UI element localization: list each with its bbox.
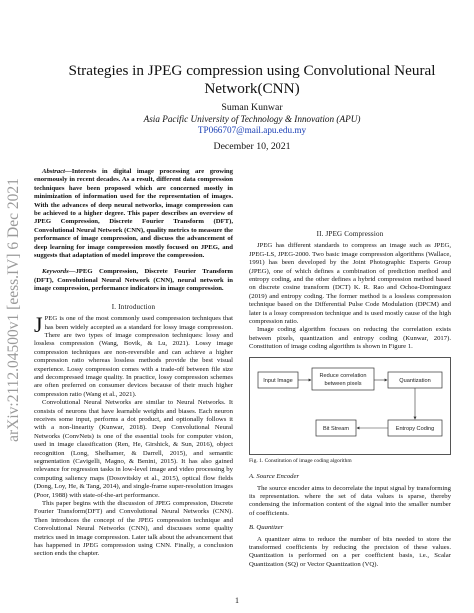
section-heading-introduction: I. Introduction [111,302,156,311]
intro-paragraph-3: This paper begins with the discussion of JPEG compression, Discrete Fourier Transform(DFT) and Convolutional Neural Networks (CNN). Then introduces the concept of the JPEG compression technique and Convolutional Neural Networks (CNN), and discusses some quality metrics used in image compression. Later talk about the advancement that has happened in JPEG compression using CNN. Finally, a conclusion section ends the chapter. [34,500,233,558]
abstract [34,168,233,260]
intro-paragraph-1 [34,312,233,399]
figure-1-caption: Fig. 1. Constitution of image coding algorithm [249,457,352,464]
abstract-lead: Abstract [42,168,66,175]
abstract-text: —Interests in digital image processing are growing enormously in recent decades. As a result, different data compression techniques have been proposed which are concerned mostly in minimization of information used for the representation of images. With the advances of deep neural networks, image compression can be achieved to a higher degree. This paper describes an overview of JPEG Compression, Discrete Fourier Transform (DFT), Convolutional Neural Network (CNN), quality metrics to measure the performance of image compression, and discuss the advancement of deep learning for image compression mostly focused on JPEG, and suggests that adaptation of model improve the compression. [34,168,233,260]
input-image-label: Input Image [263,377,293,384]
keywords [34,268,233,293]
entropy-coding-label: Entropy Coding [395,425,435,432]
subsection-heading-source-encoder: A. Source Encoder [249,473,300,481]
intro-paragraph-1-text: PEG is one of the most commonly used compression techniques that has been widely accepted as a standard for lossy image compression. There are two types of image compression techniques: lossy and lossless compression (Wang, Bovik, & Lu, 2021). Lossy image compression techniques are non-reversible and can achieve a higher compression ratio whereas lossless methods provide the best visual experience. Lossy compression comes with a trade-off between file size and decompressed image quality. In practice, lossy compression schemes are often preferred on consumer devices because of their much higher compression ratio (Wang et al., 2021). [34,315,233,398]
reduce-correlation-label-1: Reduce correlation [319,372,367,379]
arxiv-stamp-text: arXiv:2112.04500v1 [eess.IV] 6 Dec 2021 [5,178,22,442]
arxiv-stamp [2,160,26,460]
right-column [249,168,451,569]
author-name: Suman Kunwar [221,102,283,113]
author-affiliation: Asia Pacific University of Technology & Innovation (APU) [143,114,361,124]
source-encoder-paragraph: The source encoder aims to decorrelate the input signal by transforming its representation. where the set of data values is sparse, thereby condensing the information content of the signal into the smaller number of coefficients. [249,484,451,517]
keywords-text: —JPEG Compression, Discrete Fourier Transform (DFT), Convolutional Neural Network (CNN), neural network in image compression, performance indicators in image compression. [34,268,233,293]
reduce-correlation-label-2: between pixels [324,380,362,387]
author-email-link[interactable]: TP066707@mail.apu.edu.my [197,125,307,135]
paper-date: December 10, 2021 [213,141,291,152]
left-column [34,168,233,559]
drop-cap: J [34,312,43,338]
jpeg-paragraph-2: Image coding algorithm focuses on reducing the correlation exists between pixels, quantization and entropy coding (Kunwar, 2017). Constitution of image coding algorithm is shown in Figure 1. [249,326,451,351]
section-heading-jpeg-compression: II. JPEG Compression [316,230,384,238]
paper-title: Strategies in JPEG compression using Convolutional Neural Network(CNN) [68,62,436,97]
jpeg-paragraph-1: JPEG has different standards to compress an image such as JPEG, JPEG-LS, JPEG-2000. Two basic image compression algorithms (Wallace, 1991) has been developed by the Joint Photographic Experts Group (JPEG), one of which defines a combination of prediction method and entropy coding, and the other defines a hybrid compression method based on discrete cosine transform (DCT) K. R. Rao and Ochoa-Dominguez (2019) and entropy coding. The former method is a lossless compression technique based on the Differential Pulse Code Modulation (DPCM) and later is a lossy compression technique and is used mostly cause of the high compression ratio. [249,242,451,326]
bit-stream-label: Bit Stream [322,425,350,432]
quantization-label: Quantization [399,377,431,384]
figure-1-diagram [249,357,451,455]
keywords-lead: Keywords [42,268,69,276]
quantizer-paragraph: A quantizer aims to reduce the number of bits needed to store the transformed coefficients by reducing the precision of these values. Quantization is performed on a per coefficient basis, i.e., Scalar Quantization (SQ) or Vector Quantization (VQ). [249,535,451,568]
subsection-heading-quantizer: B. Quantizer [249,524,284,532]
page-number: 1 [235,596,239,605]
intro-paragraph-2: Convolutional Neural Networks are similar to Neural Networks. It consists of neurons that have learnable weights and biases. Each neuron receives some input, performs a dot product, and optionally follows it with a non-linearity (Kunwar, 2018). Deep Convolutional Neural Networks (ConvNets) is one of the essential tools for computer vision, used in image classification (Ren, He, Girshick, & Sun, 2016), object recognition (Long, Shelhamer, & Darrell, 2015), and semantic segmentation (Cavigelli, Magno, & Benini, 2015). It has also gained relevance for regression tasks in low-level image and video processing by computing saliency maps (Dosovitskiy et al., 2015), optical flow fields (Dong, Loy, He, & Tang, 2014), and single-frame super-resolution images (Poor, 1988) with state-of-the-art performance. [34,399,233,499]
